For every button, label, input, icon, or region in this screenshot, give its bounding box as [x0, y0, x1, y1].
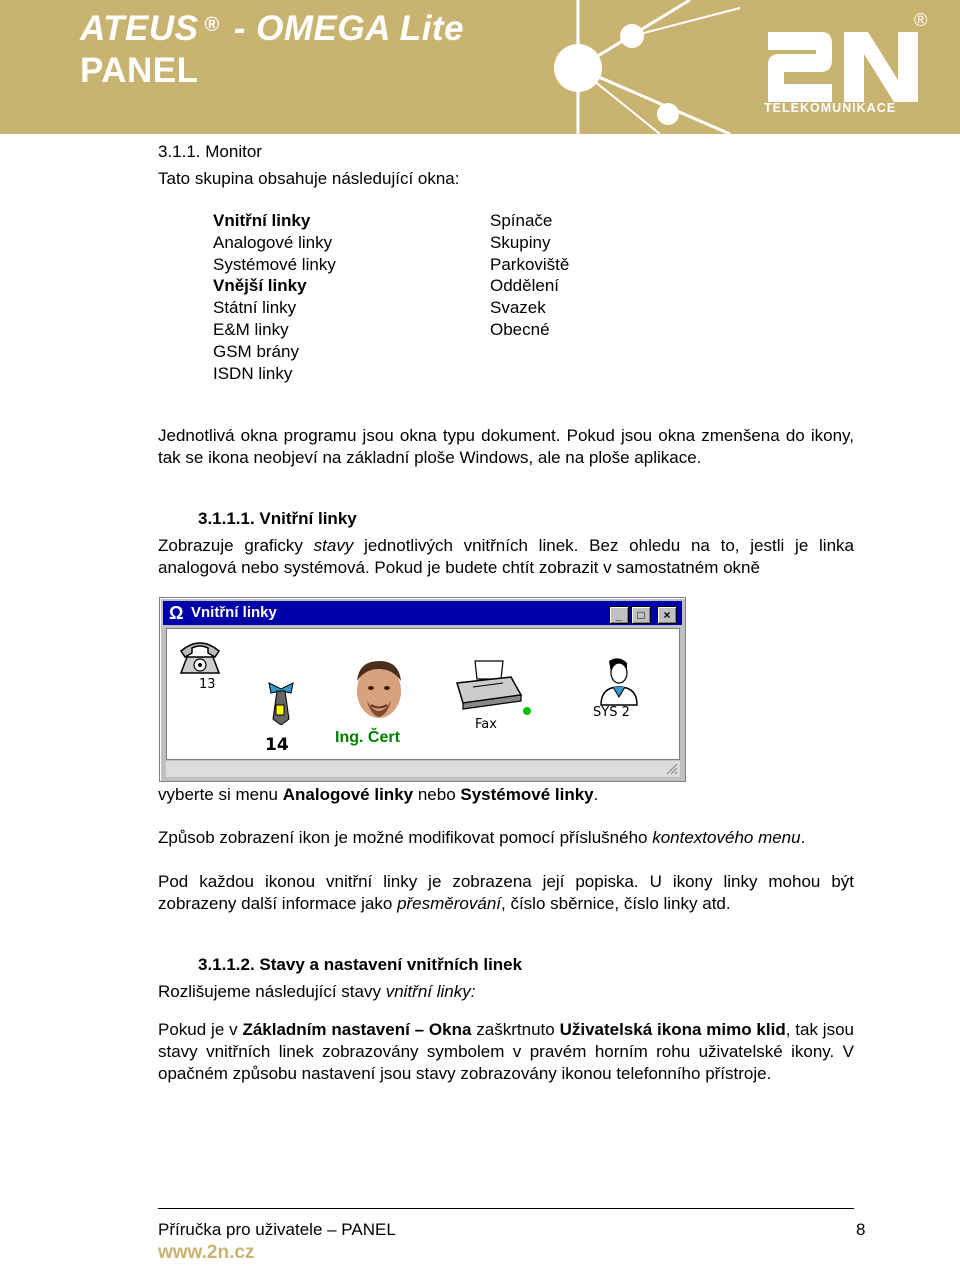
fax-icon: [451, 657, 533, 715]
page-number: 8: [856, 1220, 866, 1239]
list-item: Analogové linky: [213, 232, 333, 252]
list-item: Vnější linky: [213, 276, 307, 296]
close-button[interactable]: ×: [657, 606, 677, 624]
window-titlebar[interactable]: [163, 601, 682, 625]
line-label-active: Ing. Čert: [335, 729, 400, 746]
lines-pane: [166, 628, 680, 760]
list-item: Vnitřní linky: [213, 211, 311, 230]
paragraph: Pod každou ikonou vnitřní linky je zobrazena její popiska. U ikony linky mohou být zobrazeny další informace jako přesměrování, číslo sběrnice, číslo linky atd.: [158, 872, 854, 913]
footer-divider: [158, 1208, 854, 1209]
minimize-button[interactable]: _: [609, 606, 629, 624]
list-item: Svazek: [490, 298, 546, 318]
footer-title: Příručka pro uživatele – PANEL: [158, 1220, 396, 1239]
system-phone-user-icon: [595, 657, 639, 707]
list-item: E&M linky: [213, 319, 289, 339]
internal-lines-window: [159, 597, 686, 782]
line-label: Fax: [475, 717, 497, 732]
list-item: ISDN linky: [213, 363, 293, 383]
list-item: Spínače: [490, 211, 553, 230]
window-title: Vnitřní linky: [191, 604, 277, 621]
omega-app-icon: Ω: [169, 603, 184, 623]
window-list-col2: [490, 210, 569, 341]
window-list-col1: [213, 210, 336, 384]
line-label: SYS 2: [593, 705, 630, 720]
list-item: GSM brány: [213, 341, 299, 361]
list-item: Oddělení: [490, 276, 559, 296]
subsection-heading: 3.1.1.1. Vnitřní linky: [198, 509, 357, 528]
subsection-heading: 3.1.1.2. Stavy a nastavení vnitřních linek: [198, 955, 523, 974]
paragraph: Jednotlivá okna programu jsou okna typu dokument. Pokud jsou okna zmenšena do ikony, tak se ikona neobjeví na základní ploše Windows, ale na ploše aplikace.: [158, 426, 854, 467]
line-item[interactable]: [335, 655, 425, 759]
list-item: Státní linky: [213, 298, 297, 318]
telephone-icon: [175, 633, 225, 677]
paragraph: Zobrazuje graficky stavy jednotlivých vnitřních linek. Bez ohledu na to, jestli je linka analogová nebo systémová. Pokud je budete chtít zobrazit v samostatném okně: [158, 536, 854, 577]
list-item: Skupiny: [490, 232, 551, 252]
section-intro: Tato skupina obsahuje následující okna:: [158, 169, 460, 188]
list-item: Parkoviště: [490, 254, 570, 274]
user-photo-icon: [341, 655, 417, 721]
logo-subtitle: TELEKOMUNIKACE: [764, 101, 897, 115]
tie-person-icon: [261, 679, 301, 725]
footer-link[interactable]: www.2n.cz: [158, 1242, 255, 1263]
page-header: ATEUS ® - OMEGA Lite PANEL ® TELEKOMUNIKACE: [0, 0, 960, 134]
line-item[interactable]: [589, 657, 649, 727]
paragraph: Rozlišujeme následující stavy vnitřní linky:: [158, 982, 476, 1001]
line-label: 14: [265, 735, 289, 755]
line-item[interactable]: [175, 633, 235, 695]
header-title: ATEUS ® - OMEGA Lite PANEL: [80, 9, 465, 90]
paragraph: vyberte si menu Analogové linky nebo Systémové linky.: [158, 785, 599, 804]
section-heading: 3.1.1. Monitor: [158, 142, 262, 161]
horizontal-scrollbar[interactable]: [166, 760, 680, 777]
list-item: Obecné: [490, 319, 550, 339]
resize-grip-icon[interactable]: [666, 763, 678, 775]
list-item: Systémové linky: [213, 254, 336, 274]
line-item[interactable]: [257, 679, 307, 759]
paragraph: Způsob zobrazení ikon je možné modifikovat pomocí příslušného kontextového menu.: [158, 828, 806, 847]
line-item[interactable]: [451, 657, 541, 737]
paragraph: Pokud je v Základním nastavení – Okna zaškrtnuto Uživatelská ikona mimo klid, tak jsou stavy vnitřních linek zobrazovány symbolem v pravém horním rohu uživatelské ikony. V opačném způsobu nastavení jsou stavy zobrazovány ikonou telefonního přístroje.: [158, 1020, 854, 1083]
header-decoration: [540, 0, 760, 134]
maximize-button[interactable]: □: [631, 606, 651, 624]
line-label: 13: [199, 677, 216, 692]
